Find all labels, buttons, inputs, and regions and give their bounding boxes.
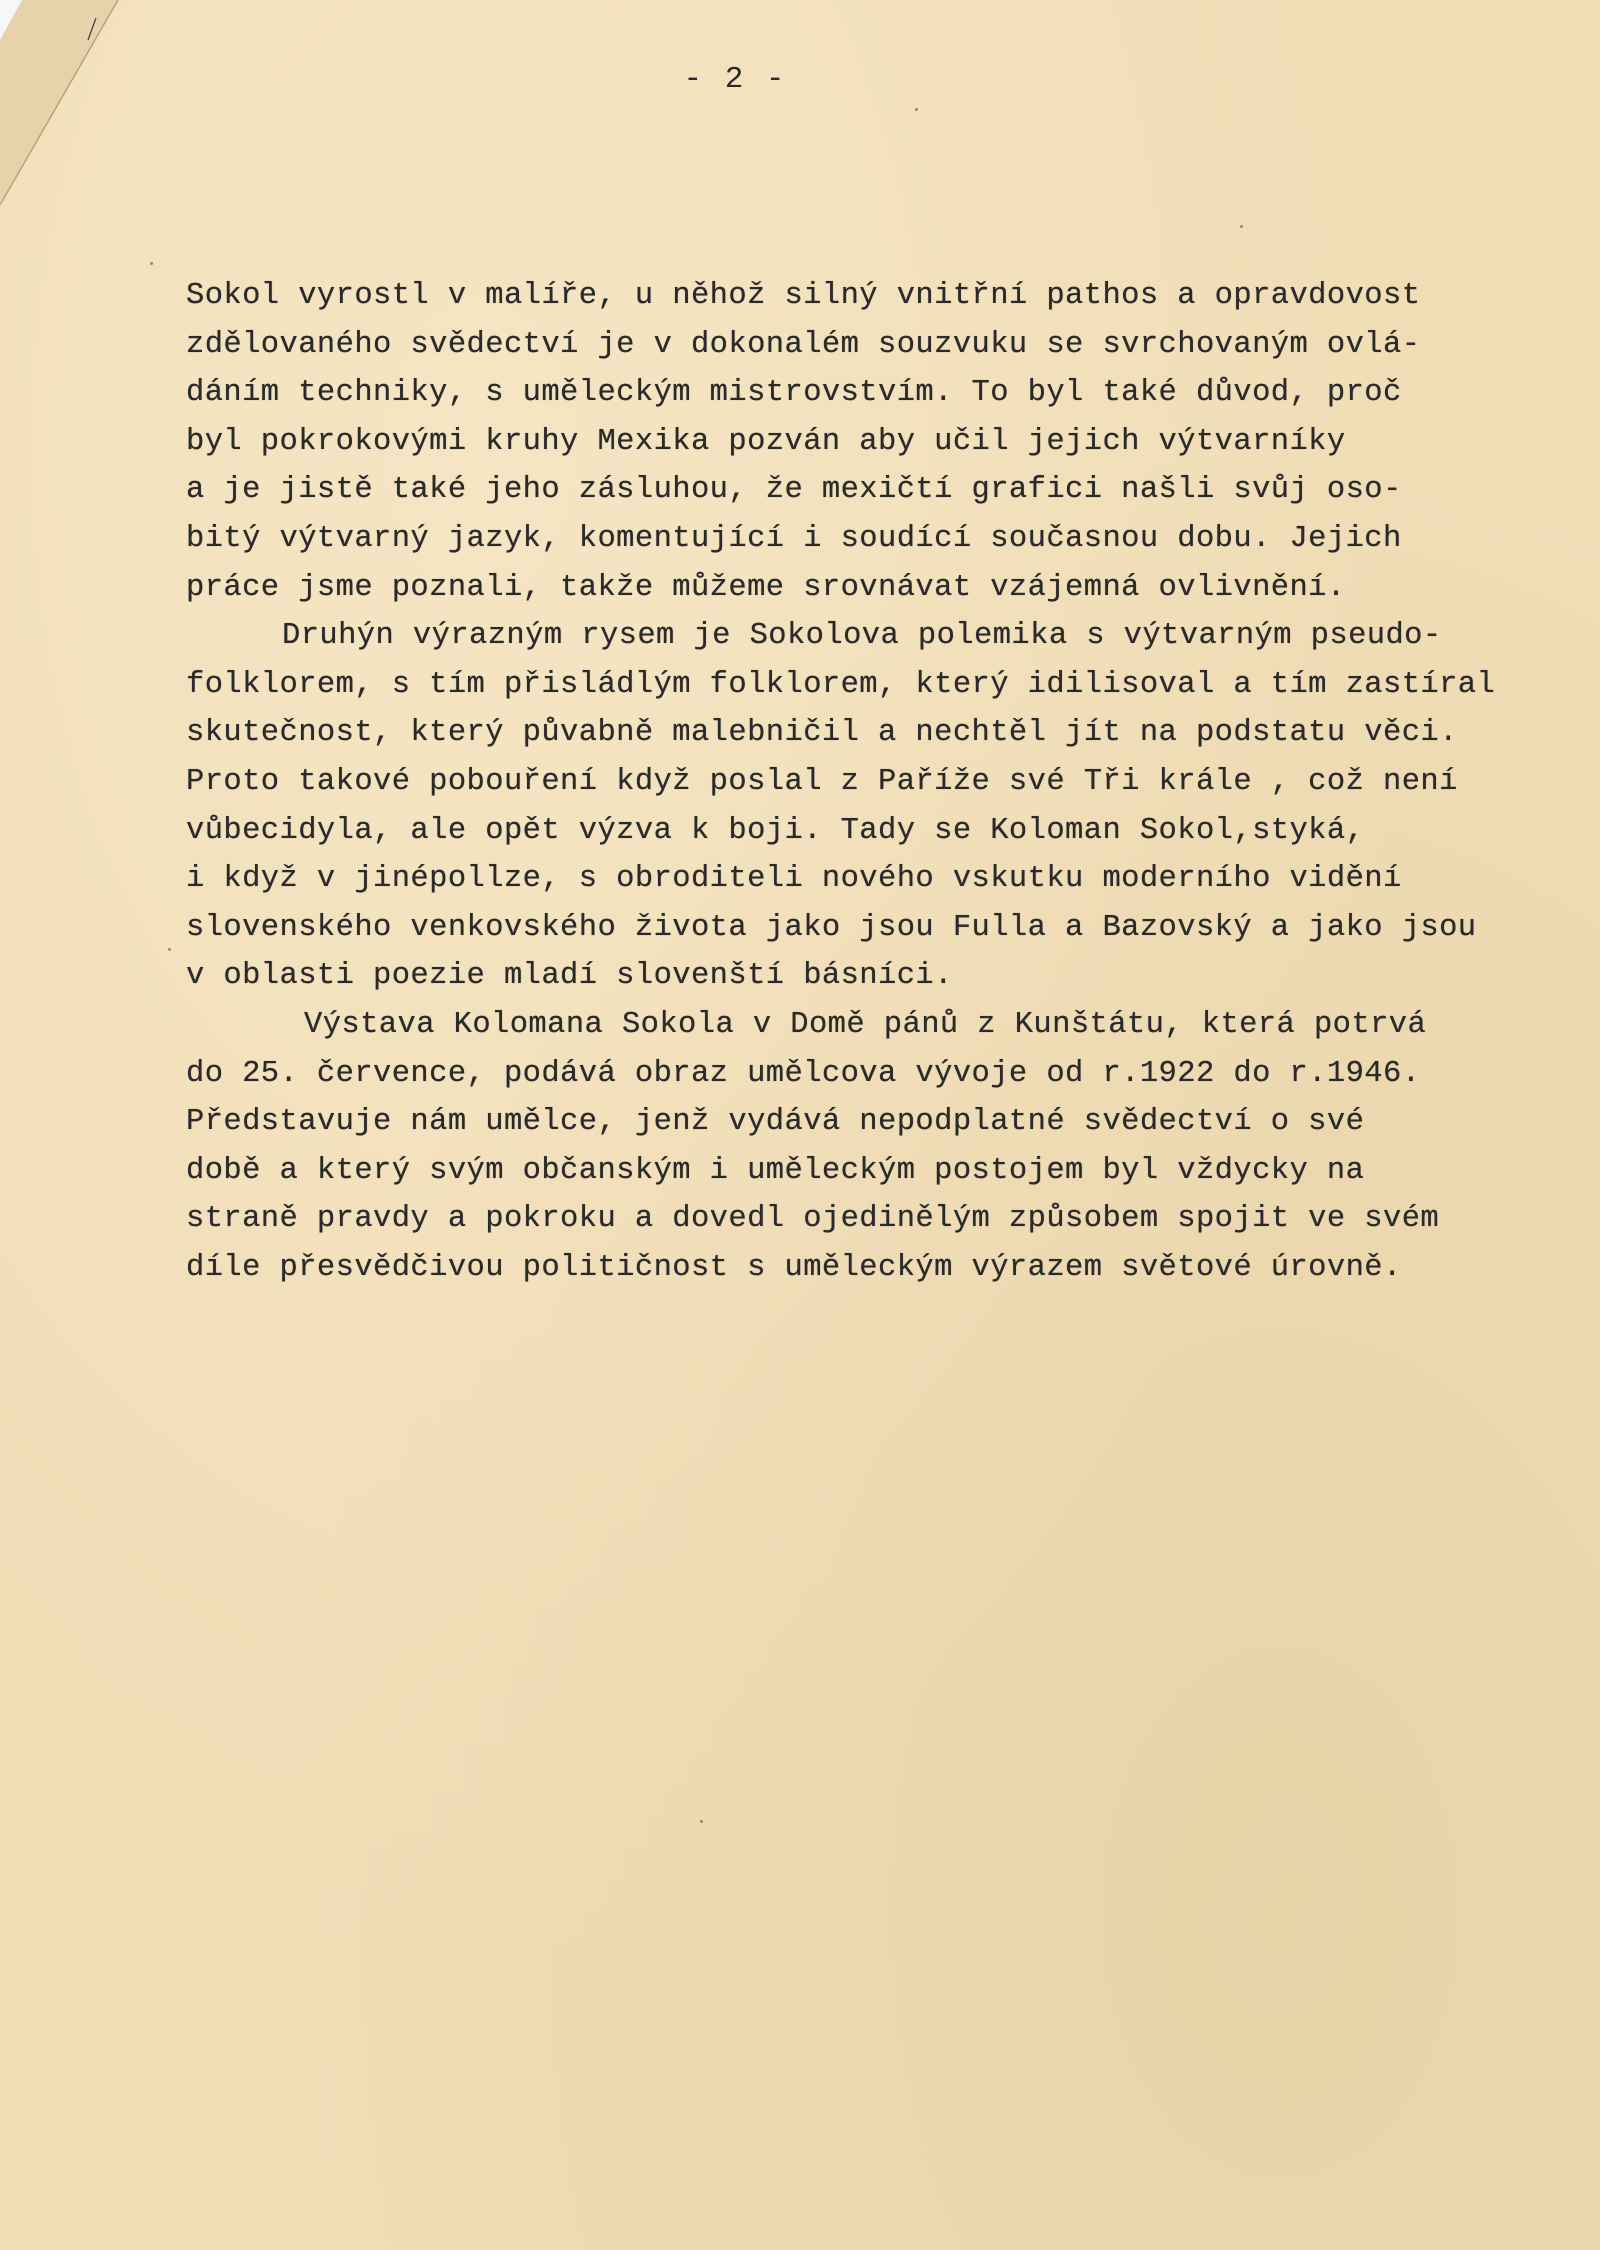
text-line: dáním techniky, s uměleckým mistrovstvím. To byl také důvod, proč <box>186 376 1402 411</box>
text-line: i když v jinépollze, s obroditeli nového vskutku moderního vidění <box>186 862 1402 897</box>
text-line: vůbecidyla, ale opět výzva k boji. Tady se Koloman Sokol,styká, <box>186 813 1365 848</box>
paper-speck <box>168 948 171 951</box>
text-line: Výstava Kolomana Sokola v Domě pánů z Kunštátu, která potrvá <box>304 1007 1427 1042</box>
text-line: zdělovaného svědectví je v dokonalém souzvuku se svrchovaným ovlá- <box>186 327 1421 362</box>
text-line: Představuje nám umělce, jenž vydává nepodplatné svědectví o své <box>186 1105 1365 1140</box>
text-line: folklorem, s tím přisládlým folklorem, který idilisoval a tím zastíral <box>186 667 1496 702</box>
document-body <box>186 272 1566 1292</box>
text-line: Druhýn výrazným rysem je Sokolova polemika s výtvarným pseudo- <box>282 619 1442 654</box>
page-number: - 2 - <box>683 62 787 97</box>
paper-speck <box>915 108 918 111</box>
text-line: skutečnost, který půvabně malebničil a nechtěl jít na podstatu věci. <box>186 716 1458 751</box>
paper-speck <box>150 262 153 265</box>
text-line: v oblasti poezie mladí slovenští básníci. <box>186 959 953 994</box>
folded-corner-icon <box>0 0 130 210</box>
text-line: straně pravdy a pokroku a dovedl ojedinělým způsobem spojit ve svém <box>186 1202 1440 1237</box>
text-line: slovenského venkovského života jako jsou Fulla a Bazovský a jako jsou <box>186 910 1477 945</box>
text-line: byl pokrokovými kruhy Mexika pozván aby učil jejich výtvarníky <box>186 424 1346 459</box>
paper-speck <box>1240 225 1243 228</box>
text-line: do 25. července, podává obraz umělcova vývoje od r.1922 do r.1946. <box>186 1056 1421 1091</box>
text-line: díle přesvědčivou političnost s uměleckým výrazem světové úrovně. <box>186 1250 1402 1285</box>
text-line: a je jistě také jeho zásluhou, že mexičtí grafici našli svůj oso- <box>186 473 1402 508</box>
text-line: době a který svým občanským i uměleckým postojem byl vždycky na <box>186 1153 1365 1188</box>
paragraph-3 <box>186 1001 1566 1293</box>
text-line: práce jsme poznali, takže můžeme srovnávat vzájemná ovlivnění. <box>186 570 1346 605</box>
text-line: Proto takové pobouření když poslal z Paříže své Tři krále , což není <box>186 764 1458 799</box>
paper-speck <box>700 1820 703 1823</box>
text-line: Sokol vyrostl v malíře, u něhož silný vnitřní pathos a opravdovost <box>186 279 1421 313</box>
paragraph-1 <box>186 272 1566 612</box>
paragraph-2 <box>186 612 1566 1001</box>
text-line: bitý výtvarný jazyk, komentující i soudící současnou dobu. Jejich <box>186 521 1402 556</box>
